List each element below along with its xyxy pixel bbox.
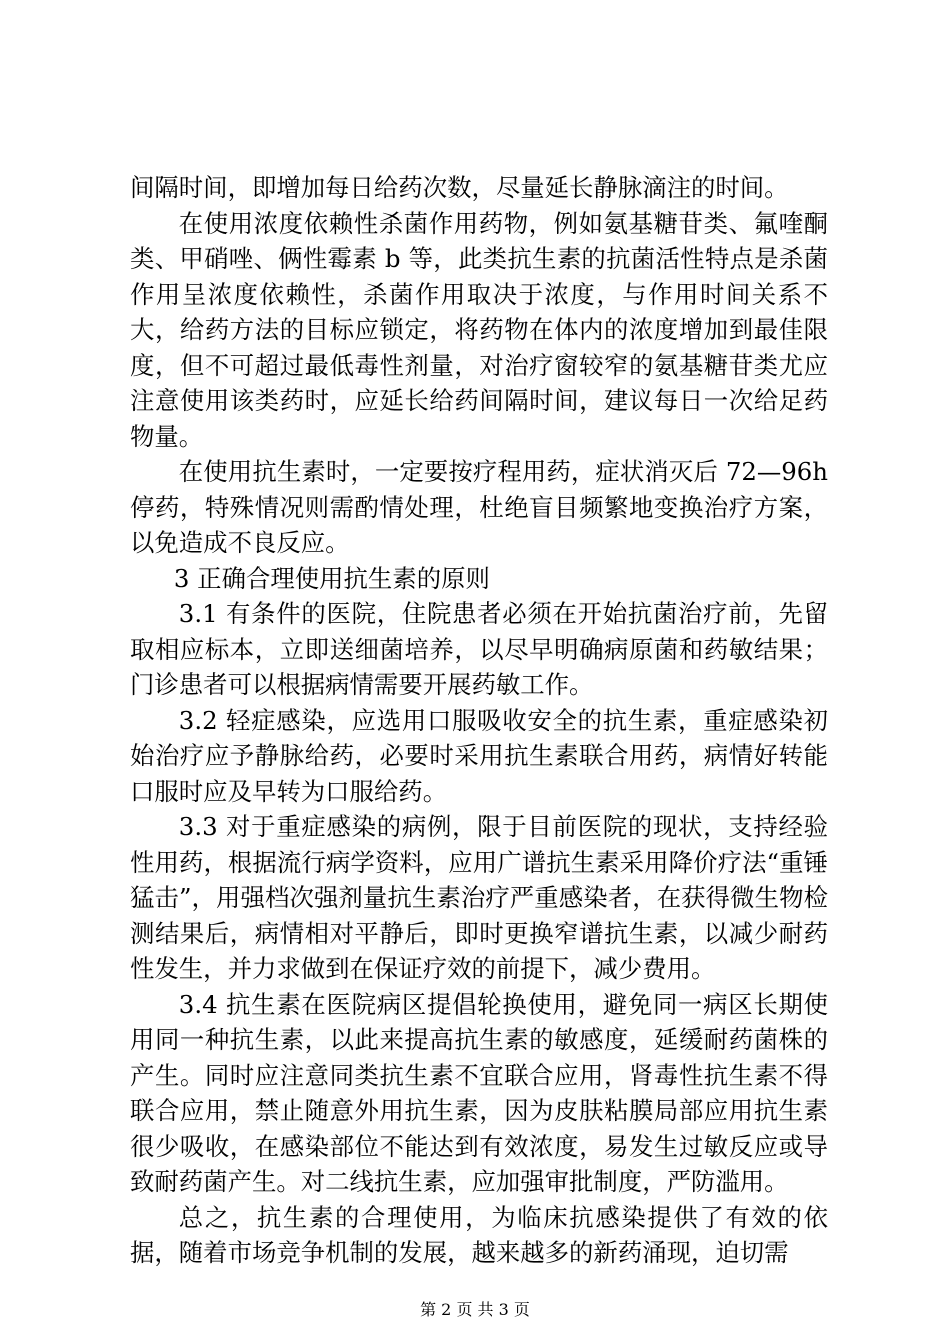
paragraph-3-3: 3.3 对于重症感染的病例，限于目前医院的现状，支持经验性用药，根据流行病学资料，应用广谱抗生素采用降价疗法“重锤猛击”，用强档次强剂量抗生素治疗严重感染者，在获得微生物检测结果后，病情相对平静后，即时更换窄谱抗生素，以减少耐药性发生，并力求做到在保证疗效的前提下，减少费用。 bbox=[130, 812, 828, 983]
paragraph-course-of-treatment: 在使用抗生素时，一定要按疗程用药，症状消灭后 72—96h 停药，特殊情况则需酌情处理，杜绝盲目频繁地变换治疗方案，以免造成不良反应。 bbox=[130, 457, 828, 557]
paragraph-continuation: 间隔时间，即增加每日给药次数，尽量延长静脉滴注的时间。 bbox=[130, 173, 789, 202]
paragraph-3-1: 3.1 有条件的医院，住院患者必须在开始抗菌治疗前，先留取相应标本，立即送细菌培养，以尽早明确病原菌和药敏结果；门诊患者可以根据病情需要开展药敏工作。 bbox=[130, 599, 828, 699]
paragraph-conclusion: 总之，抗生素的合理使用，为临床抗感染提供了有效的依据，随着市场竞争机制的发展，越来越多的新药涌现，迫切需 bbox=[130, 1202, 828, 1267]
document-body bbox=[130, 170, 828, 1271]
paragraph-3-4: 3.4 抗生素在医院病区提倡轮换使用，避免同一病区长期使用同一种抗生素，以此来提高抗生素的敏感度，延缓耐药菌株的产生。同时应注意同类抗生素不宜联合应用，肾毒性抗生素不得联合应用，禁止随意外用抗生素，因为皮肤粘膜局部应用抗生素很少吸收，在感染部位不能达到有效浓度，易发生过敏反应或导致耐药菌产生。对二线抗生素，应加强审批制度，严防滥用。 bbox=[130, 989, 828, 1196]
paragraph-3-2: 3.2 轻症感染，应选用口服吸收安全的抗生素，重症感染初始治疗应予静脉给药，必要时采用抗生素联合用药，病情好转能口服时应及早转为口服给药。 bbox=[130, 705, 828, 806]
paragraph-concentration-dependent: 在使用浓度依赖性杀菌作用药物，例如氨基糖苷类、氟喹酮类、甲硝唑、俩性霉素 b 等，此类抗生素的抗菌活性特点是杀菌作用呈浓度依赖性，杀菌作用取决于浓度，与作用时间关系不大，给药方法的目标应锁定，将药物在体内的浓度增加到最佳限度，但不可超过最低毒性剂量，对治疗窗较窄的氨基糖苷类尤应注意使用该类药时，应延长给药间隔时间，建议每日一次给足药物量。 bbox=[130, 208, 828, 451]
section-heading: 3 正确合理使用抗生素的原则 bbox=[173, 563, 490, 593]
page-number-footer: 第 2 页 共 3 页 bbox=[420, 1300, 530, 1319]
